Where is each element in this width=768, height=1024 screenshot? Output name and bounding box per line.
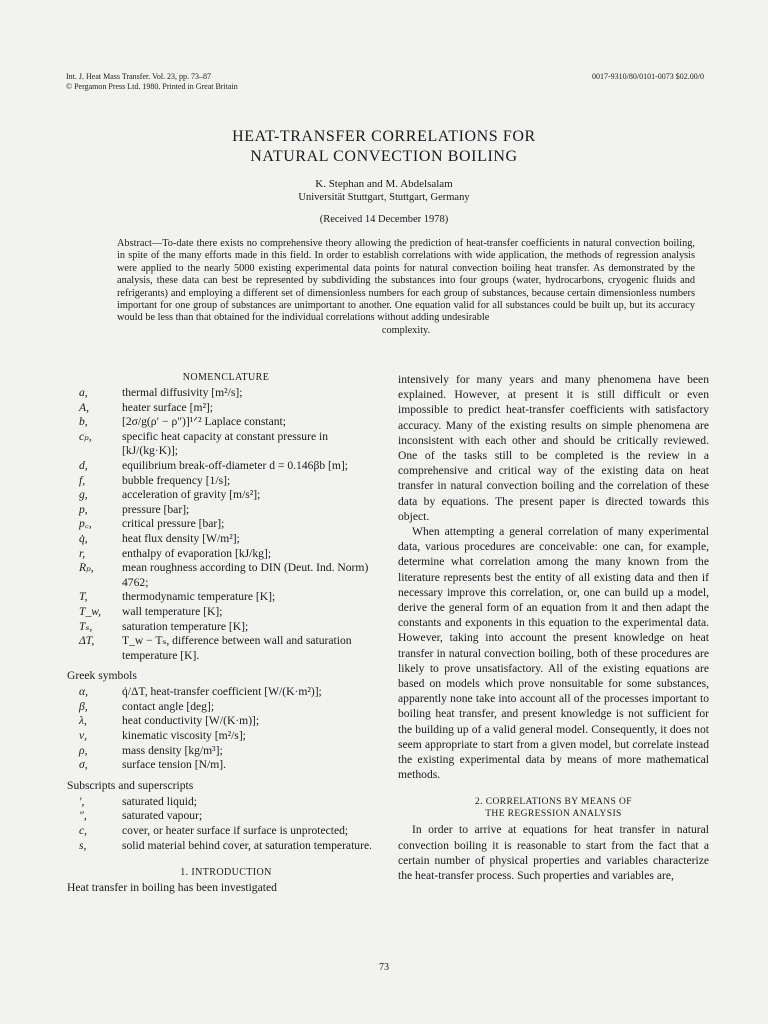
symbol-row bbox=[67, 386, 385, 401]
symbol-row bbox=[67, 532, 385, 547]
symbol-row bbox=[67, 824, 385, 839]
right-column bbox=[398, 372, 709, 883]
symbol-row bbox=[67, 590, 385, 605]
subscripts-heading: Subscripts and superscripts bbox=[67, 778, 194, 792]
symbol: ΔT, bbox=[79, 634, 95, 648]
left-column bbox=[67, 372, 385, 895]
symbol-row bbox=[67, 714, 385, 729]
symbol-definition: T_w − Tₛ, difference between wall and saturation temperature [K]. bbox=[122, 634, 352, 662]
symbol-row bbox=[67, 685, 385, 700]
journal-line-1: Int. J. Heat Mass Transfer. Vol. 23, pp. 73–87 bbox=[66, 72, 212, 81]
symbol-definition: q̇/ΔT, heat-transfer coefficient [W/(K·m²)]; bbox=[122, 685, 322, 699]
symbol-definition: critical pressure [bar]; bbox=[122, 517, 225, 531]
journal-line-2: © Pergamon Press Ltd. 1980. Printed in Great Britain bbox=[66, 82, 238, 91]
symbol: ′, bbox=[79, 794, 85, 808]
greek-symbols-heading: Greek symbols bbox=[67, 669, 137, 683]
section-2-heading-line-1: 2. CORRELATIONS BY MEANS OF bbox=[475, 797, 632, 808]
symbol-definition: enthalpy of evaporation [kJ/kg]; bbox=[122, 546, 272, 560]
symbol: f, bbox=[79, 473, 86, 487]
symbol: cₚ, bbox=[79, 429, 92, 443]
symbol: p꜀, bbox=[79, 517, 92, 531]
symbol: T_w, bbox=[79, 604, 102, 618]
symbol: β, bbox=[79, 699, 88, 713]
abstract bbox=[117, 238, 695, 337]
greek-symbols-list bbox=[67, 685, 385, 773]
symbol-row bbox=[67, 430, 385, 459]
title-line-1: HEAT-TRANSFER CORRELATIONS FOR bbox=[232, 128, 536, 145]
symbol-row bbox=[67, 415, 385, 430]
symbol-row bbox=[67, 459, 385, 474]
paragraph-2: When attempting a general correlation of many experimental data, various procedures are conceivable: one can, for example, determine what correlation among the many known from the literature represents best the entity of all existing data and then if necessary improve this correlation, or, one can build up a model, derive the general form of an equation from it and then adapt the constants and exponents in this equation to the experimental data. However, taking into account the present knowledge on heat transfer in natural convection boiling, both of these procedures are likely to prove unsatisfactory. All of the existing equations are based on models which prove nonsuitable for some substances, apparently none take into account all of the processes important to boiling heat transfer, and present knowledge is not sufficient for the building up of a valid general model. Consequently, it does not seem appropriate to start from a given model, but correlate instead the existing experimental data by means of more mathematical methods. bbox=[398, 525, 709, 782]
symbol-definition: wall temperature [K]; bbox=[122, 604, 223, 618]
symbol: p, bbox=[79, 502, 88, 516]
symbol: ″, bbox=[79, 809, 87, 823]
nomenclature-list bbox=[67, 386, 385, 663]
symbol-definition: acceleration of gravity [m/s²]; bbox=[122, 488, 261, 502]
symbol: λ, bbox=[79, 714, 87, 728]
symbol-definition: kinematic viscosity [m²/s]; bbox=[122, 729, 246, 743]
received-date: (Received 14 December 1978) bbox=[319, 214, 449, 225]
symbol-row bbox=[67, 561, 385, 590]
symbol-row bbox=[67, 744, 385, 759]
section-2-heading-line-2: THE REGRESSION ANALYSIS bbox=[485, 809, 622, 820]
title-line-2: NATURAL CONVECTION BOILING bbox=[250, 148, 518, 165]
symbol: ν, bbox=[79, 729, 88, 743]
symbol-definition: saturated vapour; bbox=[122, 809, 203, 823]
authors: K. Stephan and M. Abdelsalam bbox=[315, 178, 453, 190]
symbol-definition: thermodynamic temperature [K]; bbox=[122, 590, 276, 604]
nomenclature-heading: NOMENCLATURE bbox=[182, 372, 270, 383]
symbol-row bbox=[67, 634, 385, 663]
symbol-definition: heater surface [m²]; bbox=[122, 400, 214, 414]
symbol: A, bbox=[79, 400, 89, 414]
abstract-label: Abstract bbox=[117, 238, 152, 249]
journal-citation bbox=[66, 72, 238, 92]
affiliation: Universität Stuttgart, Stuttgart, Germany bbox=[298, 192, 470, 203]
symbol-definition: cover, or heater surface if surface is unprotected; bbox=[122, 824, 349, 838]
paragraph-1: intensively for many years and many phenomena have been explained. However, at present it is still difficult or even impossible to predict heat-transfer coefficients with satisfactory accuracy. Many of the existing results on simple phenomena are inconsistent with each other and should be critically reviewed. One of the tasks still to be completed is the review in a comprehensive and critical way of the existing data on heat transfer in natural convection boiling and the correlation of these data by equations. The present paper is directed towards this object. bbox=[398, 373, 709, 523]
symbol: α, bbox=[79, 685, 88, 699]
symbol: c, bbox=[79, 824, 88, 838]
symbol-row bbox=[67, 839, 385, 854]
symbol-definition: solid material behind cover, at saturation temperature. bbox=[122, 838, 372, 852]
symbol-definition: saturated liquid; bbox=[122, 794, 198, 808]
symbol-definition: pressure [bar]; bbox=[122, 502, 190, 516]
symbol: a, bbox=[79, 386, 88, 399]
abstract-body: —To-date there exists no comprehensive theory allowing the prediction of heat-transfer coefficients in natural convection boiling, in spite of the many efforts made in this field. In order to establish correlations with wide application, the methods of regression analysis were applied to the nearly 5000 existing experimental data points for natural convection boiling heat transfer. As demonstrated by the analysis, these data can best be represented by subdividing the substances into four groups (water, hydrocarbons, cryogenic fluids and refrigerants) and employing a different set of dimensionless numbers for each group of substances, because certain dimensionless numbers important for one group of substances are unimportant to another. One equation valid for all substances could be built up, but its accuracy would be less than that obtained for the individual correlations without adding undesirable bbox=[117, 238, 695, 324]
symbol-row bbox=[67, 401, 385, 416]
symbol-row bbox=[67, 517, 385, 532]
symbol-definition: bubble frequency [1/s]; bbox=[122, 473, 231, 487]
symbol-row bbox=[67, 758, 385, 773]
symbol-row bbox=[67, 795, 385, 810]
symbol-row bbox=[67, 503, 385, 518]
symbol-row bbox=[67, 605, 385, 620]
page-number: 73 bbox=[379, 962, 389, 973]
symbol-row bbox=[67, 729, 385, 744]
symbol: T, bbox=[79, 590, 88, 604]
introduction-heading: 1. INTRODUCTION bbox=[180, 867, 272, 879]
symbol-definition: equilibrium break-off-diameter d = 0.146βb [m]; bbox=[122, 458, 348, 472]
subscripts-list bbox=[67, 795, 385, 853]
symbol-definition: mean roughness according to DIN (Deut. Ind. Norm) 4762; bbox=[122, 561, 369, 589]
symbol-definition: heat flux density [W/m²]; bbox=[122, 531, 240, 545]
symbol: Rₚ, bbox=[79, 561, 94, 575]
symbol-row bbox=[67, 620, 385, 635]
article-code: 0017-9310/80/0101-0073 $02.00/0 bbox=[592, 72, 704, 81]
symbol: σ, bbox=[79, 758, 88, 772]
symbol-definition: saturation temperature [K]; bbox=[122, 619, 249, 633]
symbol-row bbox=[67, 809, 385, 824]
symbol-row bbox=[67, 547, 385, 562]
symbol: s, bbox=[79, 838, 87, 852]
symbol-row bbox=[67, 488, 385, 503]
symbol-definition: contact angle [deg]; bbox=[122, 699, 215, 713]
symbol-definition: specific heat capacity at constant pressure in [kJ/(kg·K)]; bbox=[122, 429, 329, 458]
symbol-row bbox=[67, 474, 385, 489]
symbol-definition: [2σ/g(ρ′ − ρ″)]¹ᐟ² Laplace constant; bbox=[122, 415, 286, 429]
symbol-definition: mass density [kg/m³]; bbox=[122, 743, 223, 757]
introduction-text: Heat transfer in boiling has been investigated bbox=[67, 881, 277, 895]
symbol: b, bbox=[79, 415, 88, 429]
symbol-definition: surface tension [N/m]. bbox=[122, 758, 226, 772]
symbol: Tₛ, bbox=[79, 619, 93, 633]
symbol-definition: thermal diffusivity [m²/s]; bbox=[122, 386, 243, 399]
symbol: r, bbox=[79, 546, 86, 560]
abstract-last-line: complexity. bbox=[381, 324, 431, 336]
symbol-row bbox=[67, 700, 385, 715]
paper-title bbox=[0, 127, 768, 167]
symbol: g, bbox=[79, 488, 88, 502]
symbol: ρ, bbox=[79, 743, 88, 757]
symbol: d, bbox=[79, 458, 88, 472]
paragraph-3: In order to arrive at equations for heat transfer in natural convection boiling it is reasonable to start from the fact that a certain number of physical properties and variables characterize the heat-transfer process. Such properties and variables are, bbox=[398, 823, 709, 883]
symbol-definition: heat conductivity [W/(K·m)]; bbox=[122, 714, 260, 728]
section-2-heading bbox=[398, 796, 709, 820]
symbol: q̇, bbox=[79, 531, 88, 545]
